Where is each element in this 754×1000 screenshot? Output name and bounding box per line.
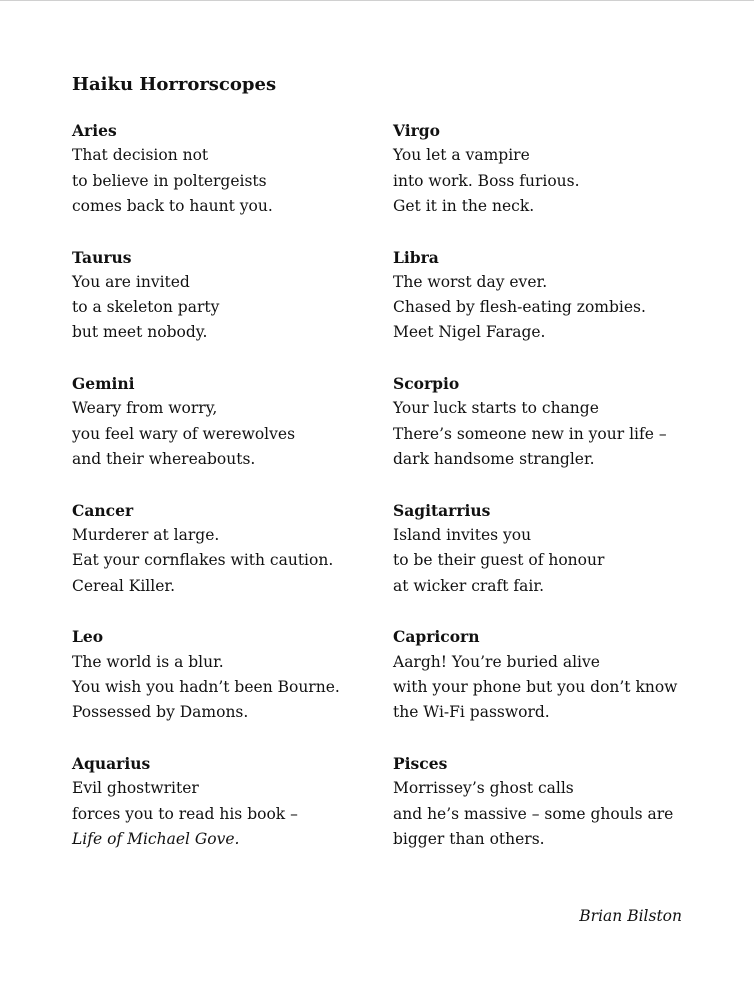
horoscope-aquarius bbox=[72, 751, 382, 878]
haiku-line: Possessed by Damons. bbox=[72, 703, 249, 722]
haiku-line: Murderer at large. bbox=[72, 526, 220, 545]
haiku-line: Evil ghostwriter bbox=[72, 779, 199, 798]
haiku-line: you feel wary of werewolves bbox=[72, 424, 296, 443]
haiku-line: to a skeleton party bbox=[72, 298, 220, 317]
horoscope-pisces bbox=[393, 751, 723, 878]
horoscope-cancer bbox=[72, 498, 382, 625]
haiku-line: Cereal Killer. bbox=[72, 576, 175, 595]
top-border bbox=[0, 0, 754, 1]
left-column bbox=[72, 118, 382, 878]
horoscope-libra bbox=[393, 245, 723, 372]
sign-name: Leo bbox=[72, 627, 104, 647]
sign-name: Aquarius bbox=[72, 753, 151, 773]
sign-name: Libra bbox=[393, 247, 439, 267]
sign-name: Scorpio bbox=[393, 374, 460, 394]
horoscope-virgo bbox=[393, 118, 723, 245]
haiku-line: the Wi-Fi password. bbox=[393, 703, 550, 722]
horoscope-scorpio bbox=[393, 371, 723, 498]
sign-name: Virgo bbox=[393, 121, 440, 140]
haiku-line: Aargh! You’re buried alive bbox=[393, 652, 600, 671]
haiku-line: Eat your cornflakes with caution. bbox=[72, 551, 334, 570]
horoscope-capricorn bbox=[393, 624, 723, 751]
haiku-line: Morrissey’s ghost calls bbox=[393, 779, 574, 798]
haiku-line: dark handsome strangler. bbox=[393, 450, 595, 469]
horoscope-leo bbox=[72, 624, 382, 751]
sign-name: Taurus bbox=[72, 247, 132, 267]
sign-name: Gemini bbox=[72, 374, 135, 394]
haiku-line-book-title: Life of Michael Gove. bbox=[72, 829, 240, 848]
haiku-line: into work. Boss furious. bbox=[393, 171, 580, 190]
haiku-line: bigger than others. bbox=[393, 829, 545, 848]
haiku-line: Meet Nigel Farage. bbox=[393, 323, 546, 342]
horoscope-taurus bbox=[72, 245, 382, 372]
right-column bbox=[393, 118, 723, 878]
haiku-line: You are invited bbox=[72, 272, 190, 291]
haiku-line: You wish you hadn’t been Bourne. bbox=[72, 677, 340, 696]
haiku-line: comes back to haunt you. bbox=[72, 196, 273, 215]
sign-name: Sagitarrius bbox=[393, 500, 491, 520]
haiku-line: That decision not bbox=[72, 146, 209, 165]
haiku-line: to believe in poltergeists bbox=[72, 171, 267, 190]
haiku-line: The world is a blur. bbox=[72, 652, 224, 671]
haiku-line: Weary from worry, bbox=[72, 399, 218, 418]
haiku-line: Get it in the neck. bbox=[393, 196, 535, 215]
haiku-line: Your luck starts to change bbox=[393, 399, 599, 418]
haiku-line: but meet nobody. bbox=[72, 323, 208, 342]
haiku-line: and he’s massive – some ghouls are bbox=[393, 804, 674, 823]
horoscope-sagittarius bbox=[393, 498, 723, 625]
haiku-line: Island invites you bbox=[393, 526, 532, 545]
sign-name: Capricorn bbox=[393, 627, 480, 647]
haiku-line: Chased by flesh-eating zombies. bbox=[393, 298, 646, 317]
page-title: Haiku Horrorscopes bbox=[72, 74, 277, 95]
haiku-line: You let a vampire bbox=[393, 146, 530, 165]
haiku-line: to be their guest of honour bbox=[393, 551, 605, 570]
horoscope-aries bbox=[72, 118, 382, 245]
haiku-line: There’s someone new in your life – bbox=[393, 424, 667, 443]
author-signature: Brian Bilston bbox=[579, 907, 682, 925]
haiku-line: forces you to read his book – bbox=[72, 804, 298, 823]
haiku-line: The worst day ever. bbox=[393, 272, 548, 291]
horoscope-gemini bbox=[72, 371, 382, 498]
sign-name: Pisces bbox=[393, 753, 448, 773]
haiku-line: at wicker craft fair. bbox=[393, 576, 544, 595]
haiku-line: with your phone but you don’t know bbox=[393, 677, 678, 696]
haiku-line: and their whereabouts. bbox=[72, 450, 256, 469]
sign-name: Aries bbox=[72, 121, 117, 140]
sign-name: Cancer bbox=[72, 500, 134, 520]
